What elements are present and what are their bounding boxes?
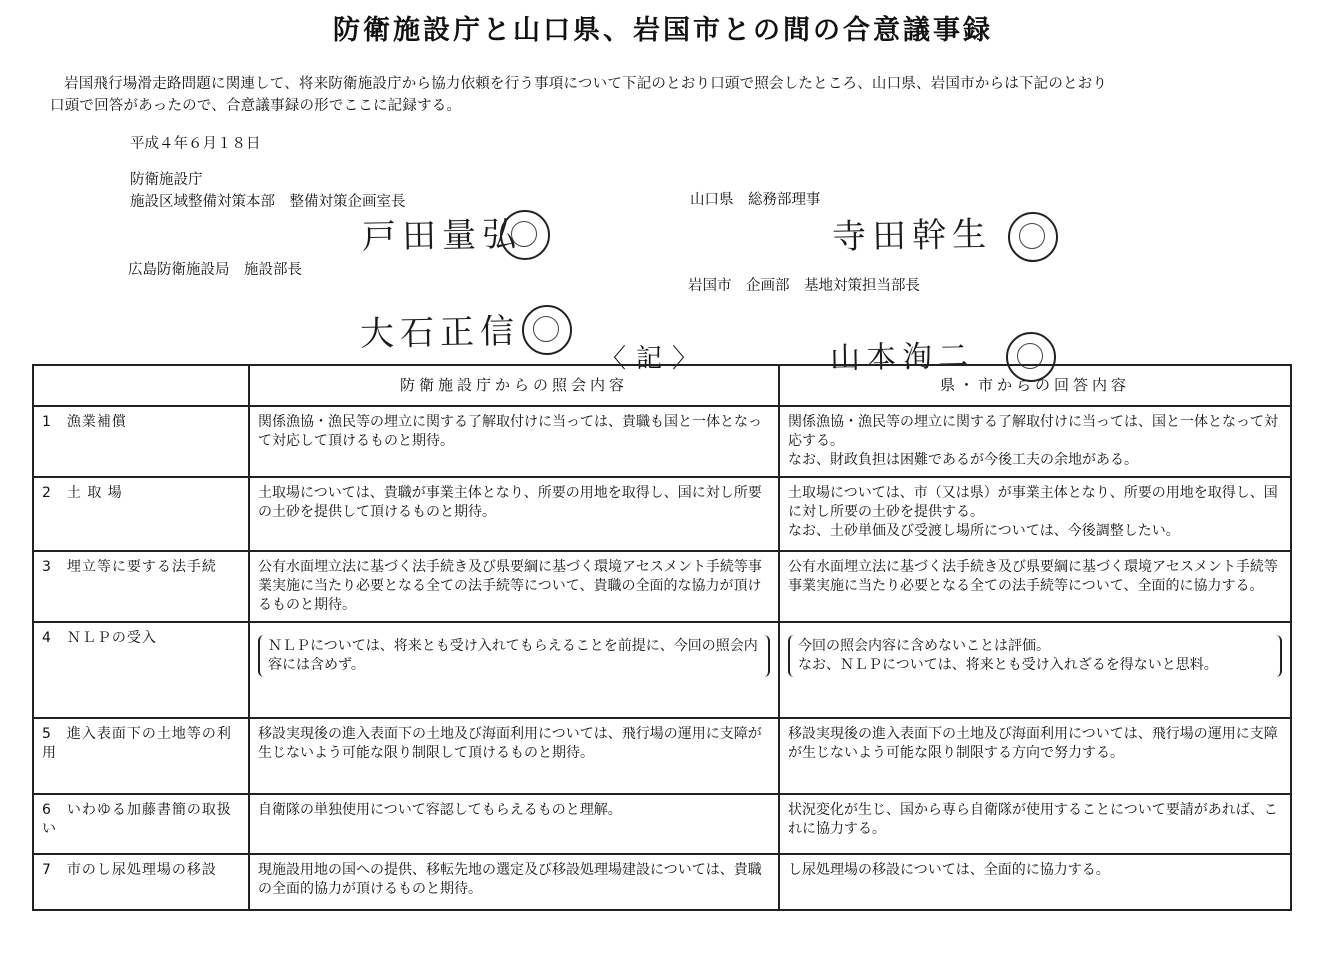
row-response [779,854,1291,910]
left-signature-1: 戸田量弘 [361,214,523,258]
header-item [33,365,249,406]
agreement-date: 平成４年６月１８日 [130,136,261,152]
row-item: 6 いわゆる加藤書簡の取扱い [33,794,249,854]
right-signature-2: 山本洵二 [829,338,975,377]
table-row [33,406,1291,477]
row-response [779,622,1291,718]
row-item: 7 市のし尿処理場の移設 [33,854,249,910]
response-text: 今回の照会内容に含めないことは評価。 [798,638,1050,654]
row-response [779,406,1291,477]
row-item: 4 ＮＬＰの受入 [33,622,249,718]
row-item: 2 土 取 場 [33,477,249,551]
table-row [33,718,1291,794]
table-row [33,854,1291,910]
table-row [33,551,1291,622]
row-request: 土取場については、貴職が事業主体となり、所要の用地を取得し、国に対し所要の土砂を提供して頂けるものと期待。 [249,477,779,551]
row-request [249,622,779,718]
response-text: 移設実現後の進入表面下の土地及び海面利用については、飛行場の運用に支障が生じないよう可能な限り制限する方向で努力する。 [788,726,1278,761]
response-text: 状況変化が生じ、国から専ら自衛隊が使用することについて要請があれば、これに協力する。 [788,802,1278,837]
response-note: なお、財政負担は困難であるが今後工夫の余地がある。 [788,452,1138,468]
intro-line-2: 口頭で回答があったので、合意議事録の形でここに記録する。 [50,98,462,114]
row-item: 1 漁業補償 [33,406,249,477]
row-request: 移設実現後の進入表面下の土地及び海面利用については、飛行場の運用に支障が生じないよう可能な限り制限して頂けるものと期待。 [249,718,779,794]
right-dept: 山口県 総務部理事 [690,192,821,208]
intro-line-1: 岩国飛行場滑走路問題に関連して、将来防衛施設庁から協力依頼を行う事項について下記のとおり口頭で照会したところ、山口県、岩国市からは下記のとおり [64,76,1108,92]
seal-stamp-left-1 [500,210,550,260]
response-text: 土取場については、市（又は県）が事業主体となり、所要の用地を取得し、国に対し所要の土砂を提供する。 [788,485,1278,520]
response-bracketed-block [788,635,1282,677]
request-bracketed-text: ＮＬＰについては、将来とも受け入れてもらえることを前提に、今回の照会内容には含めず。 [258,635,770,677]
right-signature-1: 寺田幹生 [831,214,993,258]
row-item: 5 進入表面下の土地等の利用 [33,718,249,794]
row-request: 現施設用地の国への提供、移転先地の選定及び移設処理場建設については、貴職の全面的協力が頂けるものと期待。 [249,854,779,910]
agreement-table [32,364,1292,911]
row-response [779,477,1291,551]
header-request: 防衛施設庁からの照会内容 [249,365,779,406]
row-item: 3 埋立等に要する法手続 [33,551,249,622]
left-org: 防衛施設庁 [130,172,203,188]
seal-stamp-left-2 [522,305,572,355]
row-request: 公有水面埋立法に基づく法手続き及び県要綱に基づく環境アセスメント手続等事業実施に当たり必要となる全ての法手続等について、貴職の全面的な協力が頂けるものと期待。 [249,551,779,622]
header-response: 県・市からの回答内容 [779,365,1291,406]
table-row [33,794,1291,854]
row-response [779,718,1291,794]
response-text: し尿処理場の移設については、全面的に協力する。 [788,862,1110,878]
right-dept-2: 岩国市 企画部 基地対策担当部長 [688,278,920,294]
response-text: 関係漁協・漁民等の埋立に関する了解取付けに当っては、国と一体となって対応する。 [788,414,1278,449]
response-text: 公有水面埋立法に基づく法手続き及び県要綱に基づく環境アセスメント手続等事業実施に当たり必要となる全ての法手続等について、全面的に協力する。 [788,559,1278,594]
ki-heading: 〈記〉 [600,344,709,374]
response-note: なお、土砂単価及び受渡し場所については、今後調整したい。 [788,523,1180,539]
left-signature-2: 大石正信 [359,311,521,355]
row-response [779,551,1291,622]
row-response [779,794,1291,854]
document-title: 防衛施設庁と山口県、岩国市との間の合意議事録 [333,15,993,46]
left-org-2: 広島防衛施設局 施設部長 [128,262,302,278]
seal-stamp-right-1 [1008,212,1058,262]
table-row [33,477,1291,551]
left-dept: 施設区域整備対策本部 整備対策企画室長 [130,194,406,210]
row-request: 関係漁協・漁民等の埋立に関する了解取付けに当っては、貴職も国と一体となって対応して頂けるものと期待。 [249,406,779,477]
response-note: なお、ＮＬＰについては、将来とも受け入れざるを得ないと思料。 [798,657,1218,673]
intro-paragraph [50,73,1300,117]
table-row [33,622,1291,718]
row-request: 自衛隊の単独使用について容認してもらえるものと理解。 [249,794,779,854]
table-header-row [33,365,1291,406]
